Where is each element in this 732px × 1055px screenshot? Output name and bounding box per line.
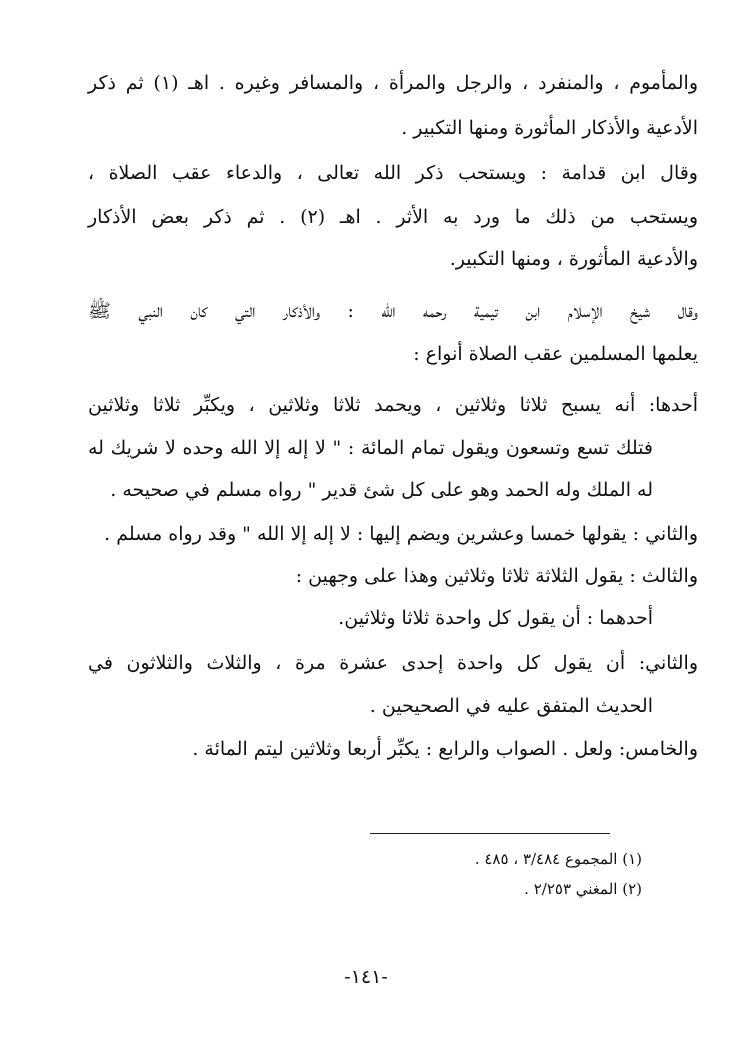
footnote-1: (١) المجموع ٣/٤٨٤ ، ٤٨٥ . <box>474 850 642 868</box>
page-number: -١٤١- <box>344 966 388 988</box>
list-third-first-way: أحدهما : أن يقول كل واحدة ثلاثا وثلاثين. <box>338 607 653 629</box>
paragraph-2-line-1: وقال ابن قدامة : ويستحب ذكر الله تعالى ، والدعاء عقب الصلاة ، <box>88 162 698 184</box>
paragraph-1-line-2: الأدعية والأذكار المأثورة ومنها التكبير . <box>401 117 698 139</box>
list-first-line-2: فتلك تسع وتسعون ويقول تمام المائة : " لا إله إلا الله وحده لا شريك له <box>88 437 653 459</box>
list-fifth: والخامس: ولعل . الصواب والرابع : يكبِّر أربعا وثلاثين ليتم المائة . <box>192 738 698 760</box>
footnote-separator <box>370 833 610 834</box>
list-third-second-way-line-2: الحديث المتفق عليه في الصحيحين . <box>369 695 653 717</box>
paragraph-2-line-3: والأدعية المأثورة ، ومنها التكبير. <box>449 248 698 270</box>
list-first-line-3: له الملك وله الحمد وهو على كل شئ قدير " رواه مسلم في صحيحه . <box>110 479 653 501</box>
paragraph-3-line-1: وقال شيخ الإسلام ابن تيمية رحمه الله : والأذكار التي كان النبي ﷺ <box>88 300 698 322</box>
list-second: والثاني : يقولها خمسا وعشرين ويضم إليها : لا إله إلا الله " وقد رواه مسلم . <box>104 523 698 545</box>
list-third: والثالث : يقول الثلاثة ثلاثا وثلاثين وهذا على وجهين : <box>295 565 698 587</box>
list-first-line-1: أحدها: أنه يسبح ثلاثا وثلاثين ، ويحمد ثلاثا وثلاثين ، ويكبِّر ثلاثا وثلاثين <box>88 394 698 416</box>
paragraph-1-line-1: والمأموم ، والمنفرد ، والرجل والمرأة ، والمسافر وغيره . اهـ (١) ثم ذكر <box>88 72 699 94</box>
paragraph-3-line-2: يعلمها المسلمين عقب الصلاة أنواع : <box>413 343 698 365</box>
paragraph-2-line-2: ويستحب من ذلك ما ورد به الأثر . اهـ (٢) . ثم ذكر بعض الأذكار <box>88 206 698 228</box>
list-third-second-way-line-1: والثاني: أن يقول كل واحدة إحدى عشرة مرة ، والثلاث والثلاثون في <box>88 652 698 674</box>
footnote-2: (٢) المغني ٢/٢٥٣ . <box>524 880 642 898</box>
